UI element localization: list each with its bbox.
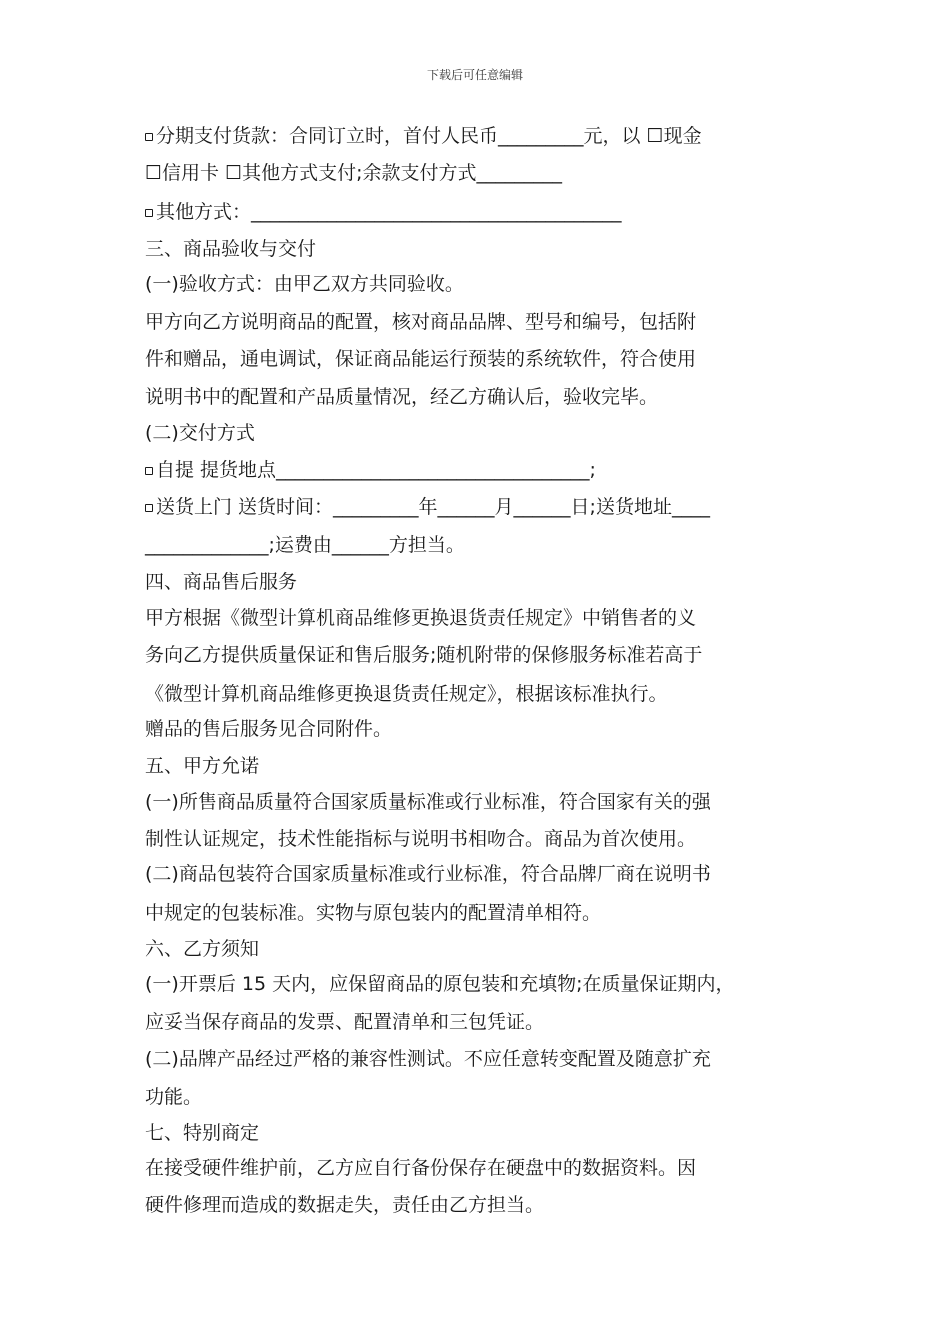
clause-line: 务向乙方提供质量保证和售后服务;随机附带的保修服务标准若高于 (145, 644, 703, 666)
clause-line: 送货上门 送货时间：_________年______月______日;送货地址____ (145, 495, 815, 519)
clause-line: 功能。 (145, 1086, 203, 1108)
clause-line: 甲方向乙方说明商品的配置，核对商品品牌、型号和编号，包括附 (145, 311, 697, 333)
clause-line: (一)所售商品质量符合国家质量标准或行业标准，符合国家有关的强 (145, 791, 711, 813)
clause-line: 其他方式：_______________________________________ (145, 200, 815, 224)
clause-line: 赠品的售后服务见合同附件。 (145, 718, 393, 740)
clause-line: 甲方根据《微型计算机商品维修更换退货责任规定》中销售者的义 (145, 607, 697, 629)
checkbox-icon (145, 504, 153, 512)
section-heading: 三、商品验收与交付 (145, 238, 317, 260)
checkbox-icon (145, 133, 153, 141)
clause-line: (二)商品包装符合国家质量标准或行业标准，符合品牌厂商在说明书 (145, 863, 711, 885)
clause-line: (二)交付方式 (145, 422, 255, 444)
checkbox-icon (145, 209, 153, 217)
checkbox-icon (145, 467, 153, 475)
clause-line: 自提 提货地点_________________________________; (145, 458, 815, 482)
clause-line: (一)开票后 15 天内，应保留商品的原包装和充填物;在质量保证期内， (145, 973, 735, 995)
clause-line: 《微型计算机商品维修更换退货责任规定》，根据该标准执行。 (145, 683, 668, 705)
clause-line: 分期支付货款：合同订立时，首付人民币_________元，以 ☐现金 (145, 124, 815, 148)
page-header: 下载后可任意编辑 (426, 68, 523, 82)
clause-line: _____________;运费由______方担当。 (145, 534, 465, 556)
clause-line: ☐信用卡 ☐其他方式支付;余款支付方式_________ (145, 162, 563, 184)
section-heading: 五、甲方允诺 (145, 755, 260, 777)
section-heading: 四、商品售后服务 (145, 571, 298, 593)
clause-line: 中规定的包装标准。实物与原包装内的配置清单相符。 (145, 902, 602, 924)
clause-line: 制性认证规定，技术性能指标与说明书相吻合。商品为首次使用。 (145, 828, 697, 850)
clause-line: 件和赠品，通电调试，保证商品能运行预装的系统软件，符合使用 (145, 348, 697, 370)
clause-line: 应妥当保存商品的发票、配置清单和三包凭证。 (145, 1011, 545, 1033)
clause-line: 说明书中的配置和产品质量情况，经乙方确认后，验收完毕。 (145, 386, 659, 408)
section-heading: 七、特别商定 (145, 1122, 260, 1144)
clause-line: 硬件修理而造成的数据走失，责任由乙方担当。 (145, 1194, 545, 1216)
clause-line: (二)品牌产品经过严格的兼容性测试。不应任意转变配置及随意扩充 (145, 1048, 711, 1070)
clause-line: (一)验收方式：由甲乙双方共同验收。 (145, 273, 464, 295)
clause-line: 在接受硬件维护前，乙方应自行备份保存在硬盘中的数据资料。因 (145, 1157, 697, 1179)
section-heading: 六、乙方须知 (145, 938, 260, 960)
